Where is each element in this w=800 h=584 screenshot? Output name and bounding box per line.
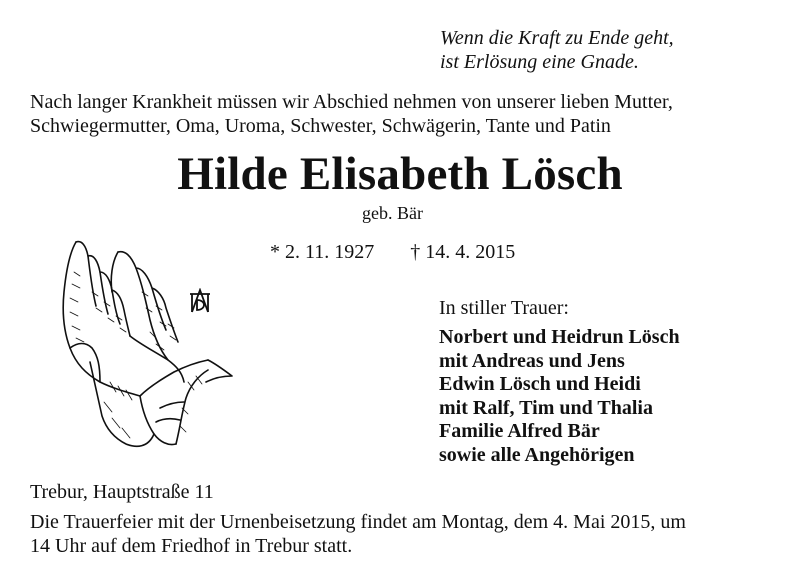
birth-date: * 2. 11. 1927 xyxy=(270,241,375,263)
dürer-monogram-icon xyxy=(188,288,212,314)
service-info xyxy=(30,510,686,558)
mourner-line: mit Ralf, Tim und Thalia xyxy=(439,396,653,419)
quote-line-1: Wenn die Kraft zu Ende geht, xyxy=(440,27,674,49)
mourner-line: sowie alle Angehörigen xyxy=(439,443,635,466)
quote-line-2: ist Erlösung eine Gnade. xyxy=(440,51,639,73)
mourner-line: mit Andreas und Jens xyxy=(439,349,625,372)
mourner-line: Edwin Lösch und Heidi xyxy=(439,373,641,395)
life-dates xyxy=(270,240,515,264)
maiden-name: geb. Bär xyxy=(362,203,423,223)
intro-line-2: Schwiegermutter, Oma, Uroma, Schwester, Schwägerin, Tante und Patin xyxy=(30,115,611,137)
mourner-line: Familie Alfred Bär xyxy=(439,420,600,442)
mourners-list xyxy=(439,326,680,467)
address: Trebur, Hauptstraße 11 xyxy=(30,481,214,503)
service-line-2: 14 Uhr auf dem Friedhof in Trebur statt. xyxy=(30,535,353,557)
service-line-1: Die Trauerfeier mit der Urnenbeisetzung findet am Montag, dem 4. Mai 2015, um xyxy=(30,511,686,533)
intro-line-1: Nach langer Krankheit müssen wir Abschied nehmen von unserer lieben Mutter, xyxy=(30,91,673,113)
intro-text xyxy=(30,90,673,138)
deceased-name: Hilde Elisabeth Lösch xyxy=(177,148,623,200)
mourner-line: Norbert und Heidrun Lösch xyxy=(439,326,680,348)
death-date: † 14. 4. 2015 xyxy=(410,241,516,263)
quote xyxy=(440,26,674,74)
praying-hands-icon xyxy=(56,232,236,462)
mourners-label: In stiller Trauer: xyxy=(439,297,569,319)
